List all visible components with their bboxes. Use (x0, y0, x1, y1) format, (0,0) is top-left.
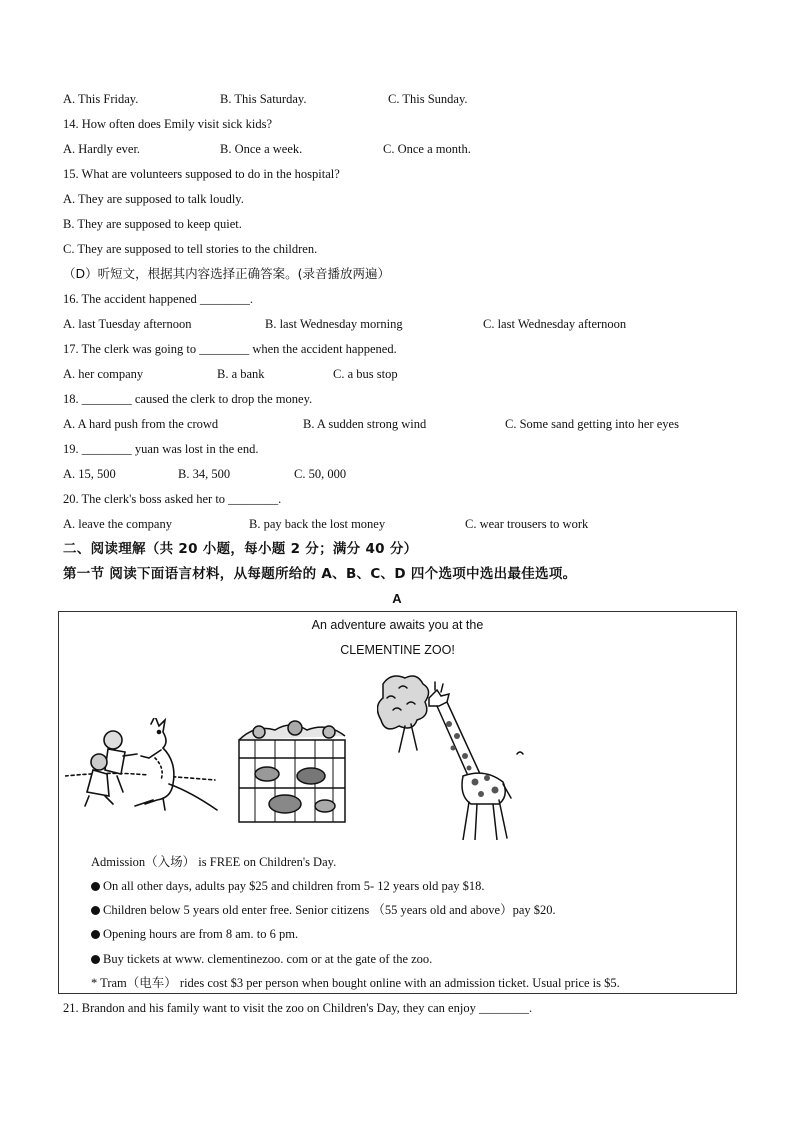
bullet-icon (91, 930, 100, 939)
tickets-bullet (91, 951, 432, 967)
q20-question: 20. The clerk's boss asked her to ________. (63, 492, 282, 506)
ad-title: CLEMENTINE ZOO! (340, 643, 455, 657)
price-bullet-text: On all other days, adults pay $25 and children from 5- 12 years old pay $18. (103, 879, 485, 893)
q15-option-a: A. They are supposed to talk loudly. (63, 192, 244, 206)
q14-option-a: A. Hardly ever. (63, 142, 141, 156)
q17-option-b: B. a bank (217, 367, 265, 381)
q16-option-a: A. last Tuesday afternoon (63, 317, 192, 331)
q14-option-b: B. Once a week. (220, 142, 303, 156)
q16-question: 16. The accident happened ________. (63, 292, 253, 306)
q16-option-c: C. last Wednesday afternoon (483, 317, 627, 331)
q13-option-c: C. This Sunday. (388, 92, 468, 106)
subsection-heading: 第一节 阅读下面语言材料，从每题所给的 A、B、C、D 四个选项中选出最佳选项。 (63, 566, 577, 582)
bullet-icon (91, 906, 100, 915)
children-bullet (91, 902, 556, 918)
passage-label: A (392, 591, 402, 606)
bullet-icon (91, 882, 100, 891)
q14-option-c: C. Once a month. (383, 142, 471, 156)
q20-option-b: B. pay back the lost money (249, 517, 386, 531)
q14-question: 14. How often does Emily visit sick kids? (63, 117, 273, 131)
q20-option-a: A. leave the company (63, 517, 172, 531)
q17-option-c: C. a bus stop (333, 367, 398, 381)
tickets-bullet-text: Buy tickets at www. clementinezoo. com or at the gate of the zoo. (103, 952, 433, 966)
q15-option-b: B. They are supposed to keep quiet. (63, 217, 242, 231)
q21-question: 21. Brandon and his family want to visit the zoo on Children's Day, they can enjoy ________. (63, 1001, 533, 1015)
kangaroo-illustration (65, 718, 223, 818)
q17-question: 17. The clerk was going to ________ when the accident happened. (63, 342, 397, 356)
q15-option-c: C. They are supposed to tell stories to the children. (63, 242, 318, 256)
admission-text: Admission（入场） is FREE on Children's Day. (91, 855, 337, 869)
zoo-advertisement-box (58, 611, 737, 994)
q17-option-a: A. her company (63, 367, 144, 381)
q20-option-c: C. wear trousers to work (465, 517, 589, 531)
section-heading: 二、阅读理解（共 20 小题，每小题 2 分；满分 40 分） (63, 541, 418, 557)
q19-question: 19. ________ yuan was lost in the end. (63, 442, 259, 456)
part-d-instruction: （D）听短文，根据其内容选择正确答案。(录音播放两遍） (63, 266, 391, 281)
bullet-icon (91, 955, 100, 964)
q19-option-a: A. 15, 500 (63, 467, 116, 481)
q18-question: 18. ________ caused the clerk to drop the money. (63, 392, 313, 406)
giraffe-illustration (377, 672, 527, 840)
tram-note: * Tram（电车） rides cost $3 per person when bought online with an admission ticket. Usual price is $5. (91, 976, 620, 990)
q18-option-c: C. Some sand getting into her eyes (505, 417, 679, 431)
q13-option-a: A. This Friday. (63, 92, 139, 106)
hours-bullet (91, 926, 298, 942)
q15-question: 15. What are volunteers supposed to do in the hospital? (63, 167, 340, 181)
hours-bullet-text: Opening hours are from 8 am. to 6 pm. (103, 927, 299, 941)
animal-enclosure-illustration (235, 718, 351, 826)
price-bullet (91, 878, 485, 894)
ad-line-1: An adventure awaits you at the (311, 618, 484, 632)
q19-option-c: C. 50, 000 (294, 467, 347, 481)
q16-option-b: B. last Wednesday morning (265, 317, 403, 331)
q18-option-b: B. A sudden strong wind (303, 417, 427, 431)
q19-option-b: B. 34, 500 (178, 467, 231, 481)
children-bullet-text: Children below 5 years old enter free. Senior citizens （55 years old and above）pay $20. (103, 903, 556, 917)
q18-option-a: A. A hard push from the crowd (63, 417, 219, 431)
q13-option-b: B. This Saturday. (220, 92, 307, 106)
